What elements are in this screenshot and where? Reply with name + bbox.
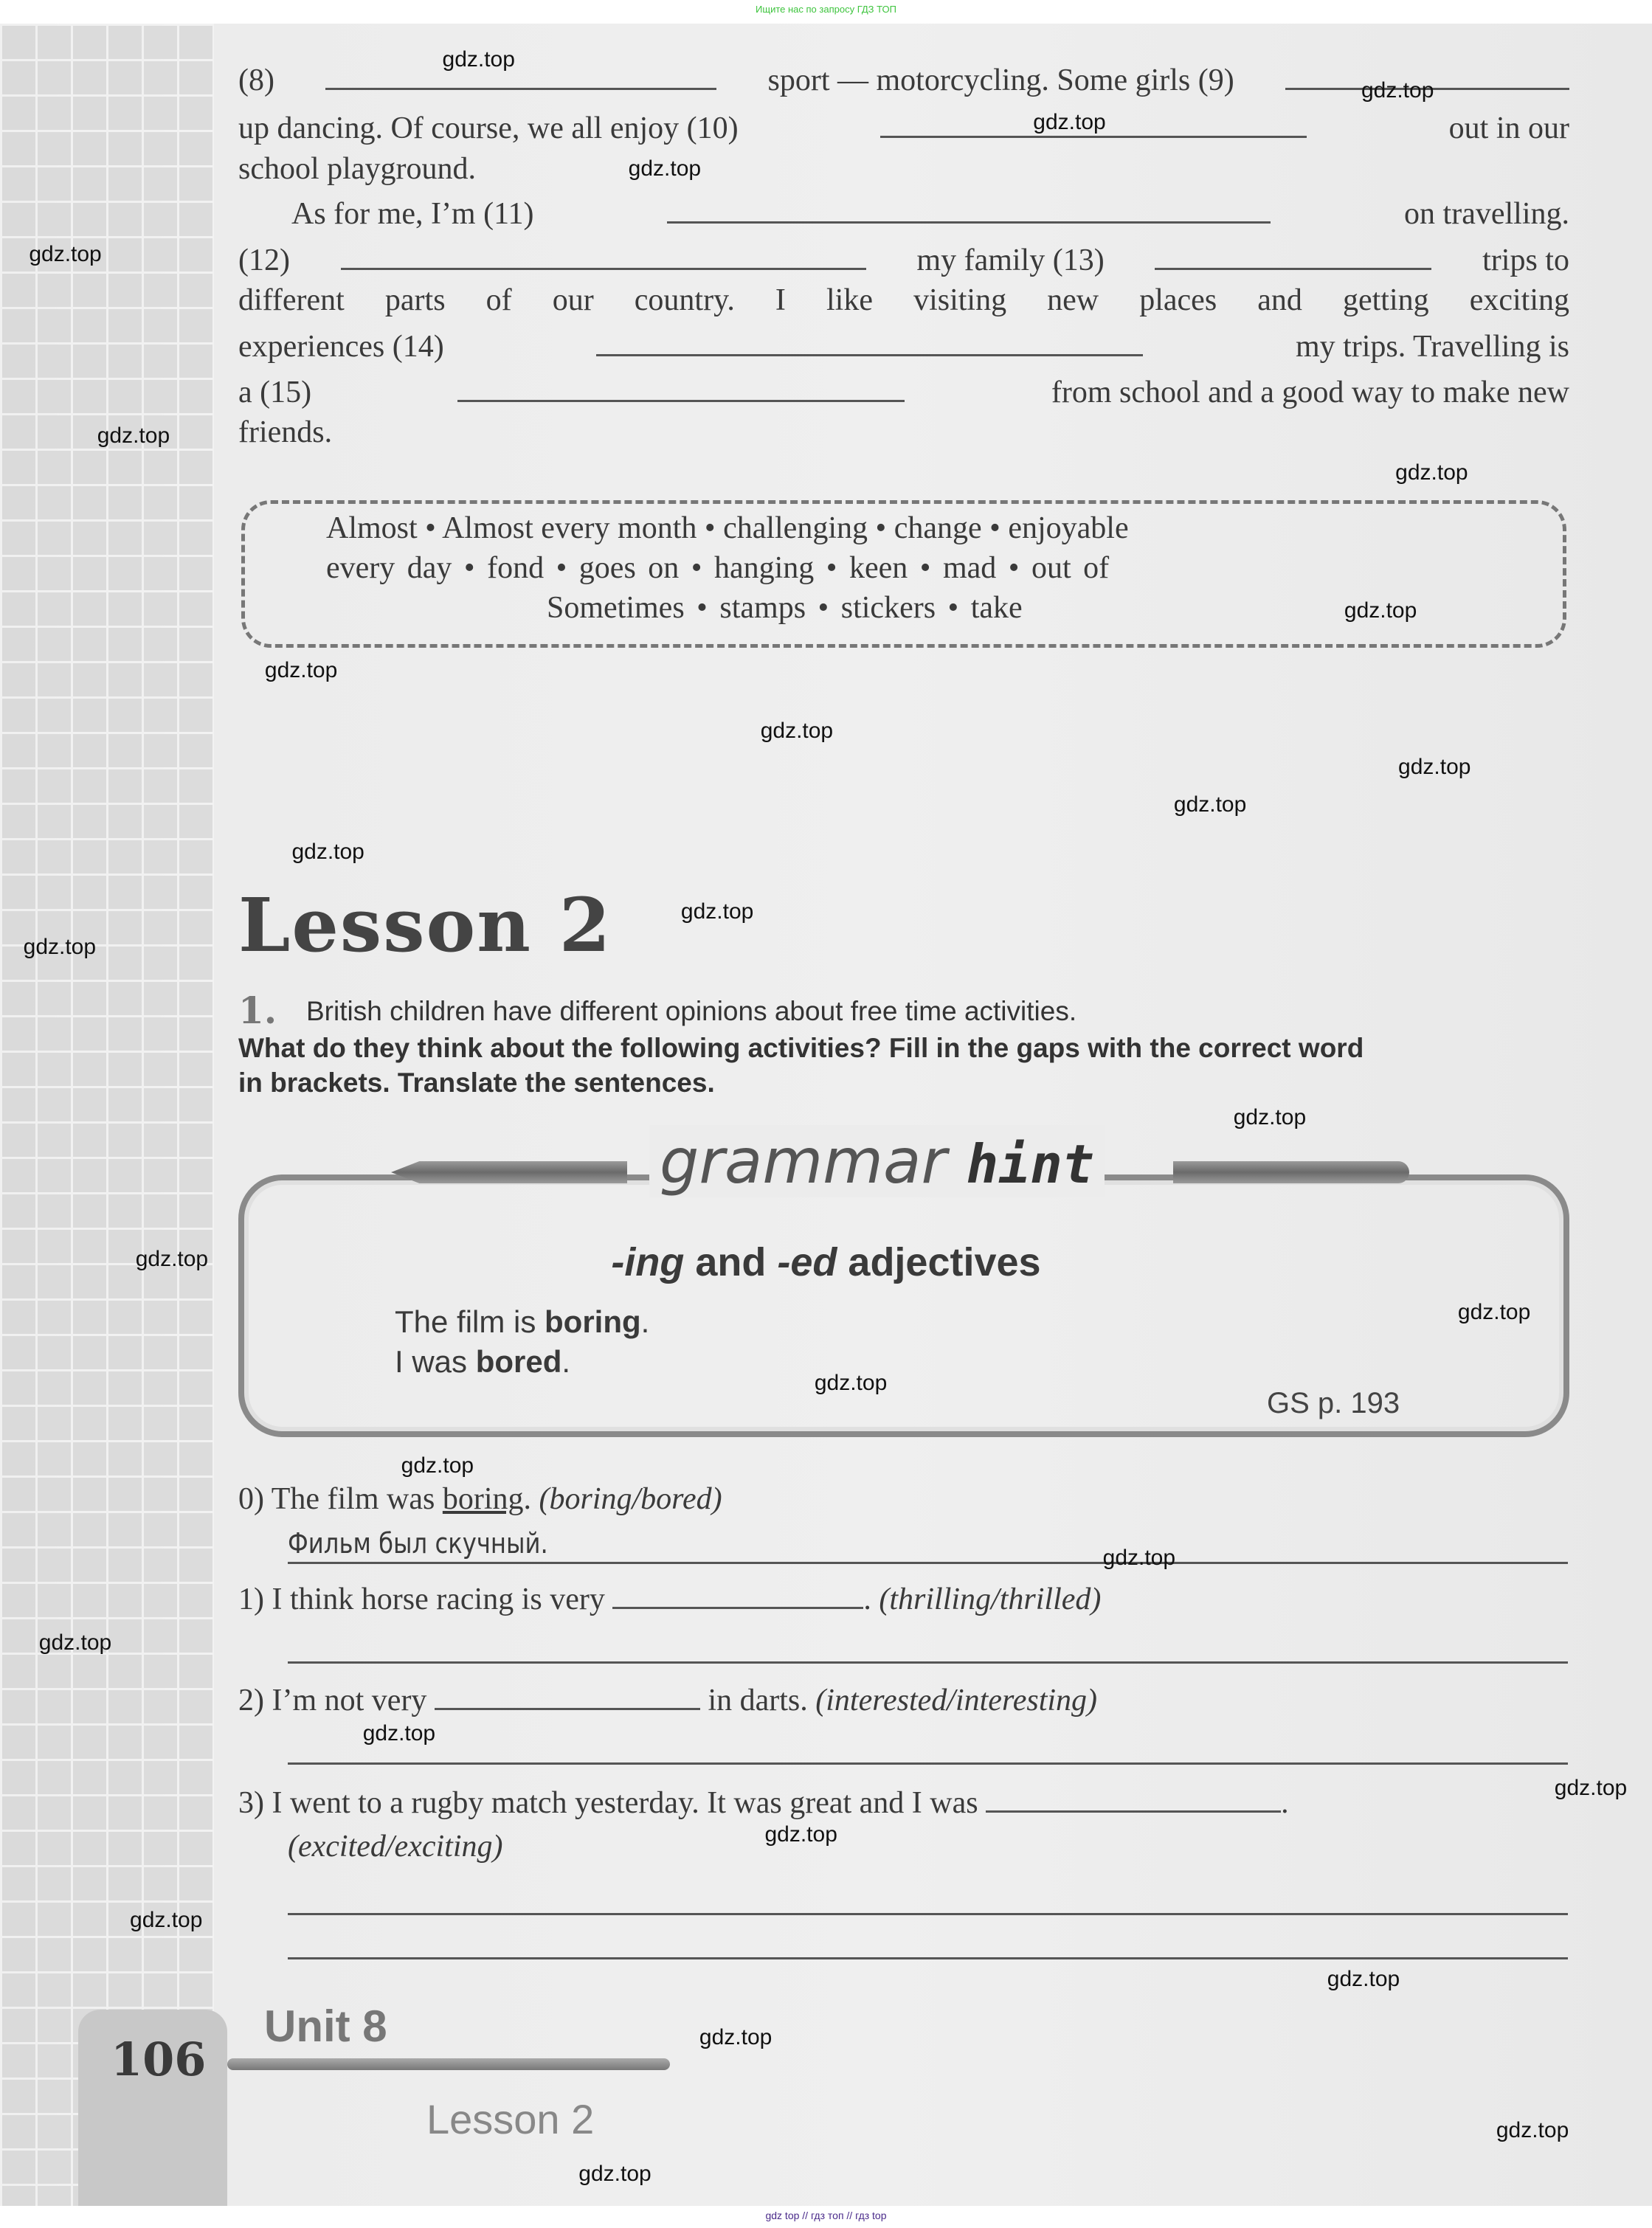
text: I was — [395, 1344, 476, 1379]
answer-blank-12[interactable] — [341, 243, 866, 270]
text: -ing — [611, 1240, 685, 1284]
lesson-title: Lesson 2 — [238, 882, 612, 969]
answer-blank[interactable] — [435, 1683, 700, 1710]
text: out in our — [1448, 111, 1569, 145]
title-word: hint — [966, 1133, 1095, 1195]
grammar-hint-subtitle — [0, 1239, 1652, 1285]
translation-line[interactable] — [288, 1913, 1568, 1915]
watermark: gdz.top — [442, 46, 515, 72]
task-intro: British children have different opinions about free time activities. — [306, 996, 1077, 1026]
pencil-left-icon — [391, 1161, 627, 1183]
watermark: gdz.top — [764, 1822, 837, 1847]
text: 0) The film was — [238, 1482, 443, 1516]
text-line — [238, 151, 1569, 187]
text: experiences (14) — [238, 330, 444, 364]
text: friends. — [238, 415, 333, 449]
task-instruction: What do they think about the following activities? Fill in the gaps with the correct word — [238, 1033, 1364, 1063]
watermark: gdz.top — [135, 1247, 209, 1272]
text: 2) I’m not very — [238, 1684, 427, 1717]
watermark: gdz.top — [401, 1453, 474, 1478]
watermark: gdz.top — [680, 899, 754, 924]
watermark: gdz.top — [1233, 1104, 1307, 1129]
text-line — [238, 415, 1569, 450]
translation-line[interactable] — [288, 1957, 1568, 1959]
watermark: gdz.top — [1033, 109, 1106, 134]
text: As for me, I’m (11) — [291, 197, 534, 231]
watermark: gdz.top — [1173, 792, 1247, 817]
word-box-line: every day • fond • goes on • hanging • keen • mad • out of — [326, 551, 1110, 585]
options: (excited/exciting) — [288, 1830, 503, 1864]
title-word: grammar — [660, 1125, 947, 1197]
text-line — [238, 243, 1569, 278]
exercise-0 — [238, 1481, 722, 1517]
answer-blank-14[interactable] — [596, 329, 1143, 356]
watermark: gdz.top — [578, 2162, 652, 2187]
pencil-right-icon — [1173, 1161, 1409, 1183]
text: school playground. — [238, 152, 476, 186]
watermark: gdz.top — [1554, 1775, 1628, 1800]
text: boring — [545, 1304, 641, 1339]
options: (thrilling/thrilled) — [879, 1582, 1102, 1616]
text: and — [684, 1240, 778, 1284]
text-line — [238, 111, 1569, 146]
answer-blank[interactable] — [612, 1582, 863, 1609]
watermark: gdz.top — [628, 156, 702, 181]
text: in darts. — [708, 1684, 816, 1717]
text: 1) I think horse racing is very — [238, 1582, 605, 1616]
grammar-reference: GS p. 193 — [1267, 1387, 1400, 1419]
watermark: gdz.top — [1327, 1967, 1400, 1992]
footer-links[interactable]: gdz top // гдз топ // гдз top — [0, 2206, 1652, 2228]
answer-blank[interactable] — [986, 1785, 1281, 1813]
options: (interested/interesting) — [815, 1684, 1098, 1717]
watermark: gdz.top — [97, 423, 170, 448]
task-instruction: in brackets. Translate the sentences. — [238, 1068, 715, 1098]
page-number: 106 — [111, 2032, 207, 2086]
page-edge-grid — [0, 24, 214, 2206]
grammar-example — [395, 1304, 649, 1340]
watermark: gdz.top — [1457, 1299, 1531, 1324]
text: sport — motorcycling. Some girls (9) — [767, 63, 1234, 97]
translation-line[interactable] — [288, 1762, 1568, 1765]
watermark: gdz.top — [1102, 1545, 1176, 1570]
watermark: gdz.top — [814, 1370, 888, 1395]
text: . — [1281, 1786, 1289, 1820]
example-translation: Фильм был скучный. — [288, 1527, 548, 1560]
watermark: gdz.top — [1344, 598, 1417, 623]
task-number: 1. — [238, 989, 277, 1032]
text: 3) I went to a rugby match yesterday. It was great and I was — [238, 1786, 978, 1820]
answer-blank-11[interactable] — [667, 196, 1271, 224]
grammar-hint-title — [649, 1125, 1105, 1197]
watermark: gdz.top — [264, 657, 338, 682]
text-line — [291, 196, 1569, 232]
text-line — [238, 329, 1569, 364]
text: a (15) — [238, 376, 312, 409]
exercise-3-options — [288, 1829, 502, 1864]
watermark: gdz.top — [29, 241, 102, 266]
watermark: gdz.top — [291, 840, 364, 864]
unit-label: Unit 8 — [264, 2002, 387, 2051]
options: (boring/bored) — [539, 1482, 722, 1516]
text: . — [640, 1304, 650, 1339]
text: adjectives — [837, 1240, 1041, 1284]
watermark: gdz.top — [760, 719, 834, 744]
text: my trips. Travelling is — [1295, 330, 1569, 364]
example-answer: boring — [442, 1482, 524, 1516]
text: -ed — [777, 1240, 837, 1284]
text: . — [523, 1482, 539, 1516]
text-line — [238, 375, 1569, 410]
text: . — [561, 1344, 571, 1379]
watermark: gdz.top — [1496, 2117, 1569, 2142]
text: on travelling. — [1404, 197, 1569, 231]
text: my family (13) — [916, 243, 1105, 277]
answer-blank-15[interactable] — [457, 375, 905, 402]
watermark: gdz.top — [699, 2025, 773, 2050]
text: (8) — [238, 63, 274, 97]
text: (12) — [238, 243, 290, 277]
watermark: gdz.top — [38, 1630, 112, 1656]
watermark: gdz.top — [1398, 754, 1471, 779]
text: from school and a good way to make new — [1051, 376, 1569, 409]
word-box-line: Sometimes • stamps • stickers • take — [547, 591, 1023, 625]
exercise-3 — [238, 1785, 1289, 1821]
top-banner: Ищите нас по запросу ГДЗ ТОП — [0, 0, 1652, 24]
answer-blank-8[interactable] — [325, 63, 716, 90]
exercise-1 — [238, 1582, 1101, 1617]
watermark: gdz.top — [130, 1907, 203, 1932]
answer-blank-13[interactable] — [1155, 243, 1431, 270]
text: trips to — [1482, 243, 1569, 277]
text: . — [863, 1582, 879, 1616]
text: bored — [475, 1344, 562, 1379]
footer-lesson-label: Lesson 2 — [426, 2096, 595, 2142]
watermark: gdz.top — [362, 1721, 436, 1746]
text: up dancing. Of course, we all enjoy (10) — [238, 111, 739, 145]
watermark: gdz.top — [1361, 78, 1434, 103]
word-box-line: Almost • Almost every month • challenging • change • enjoyable — [326, 511, 1129, 545]
watermark: gdz.top — [23, 934, 97, 959]
text: The film is — [395, 1304, 545, 1339]
unit-bar — [227, 2058, 670, 2070]
watermark: gdz.top — [1395, 460, 1468, 485]
translation-line[interactable] — [288, 1661, 1568, 1664]
translation-line[interactable] — [288, 1562, 1568, 1564]
text-line: different parts of our country. I like visiting new places and getting exciting — [238, 283, 1569, 317]
grammar-example — [395, 1344, 570, 1380]
exercise-2 — [238, 1683, 1097, 1718]
